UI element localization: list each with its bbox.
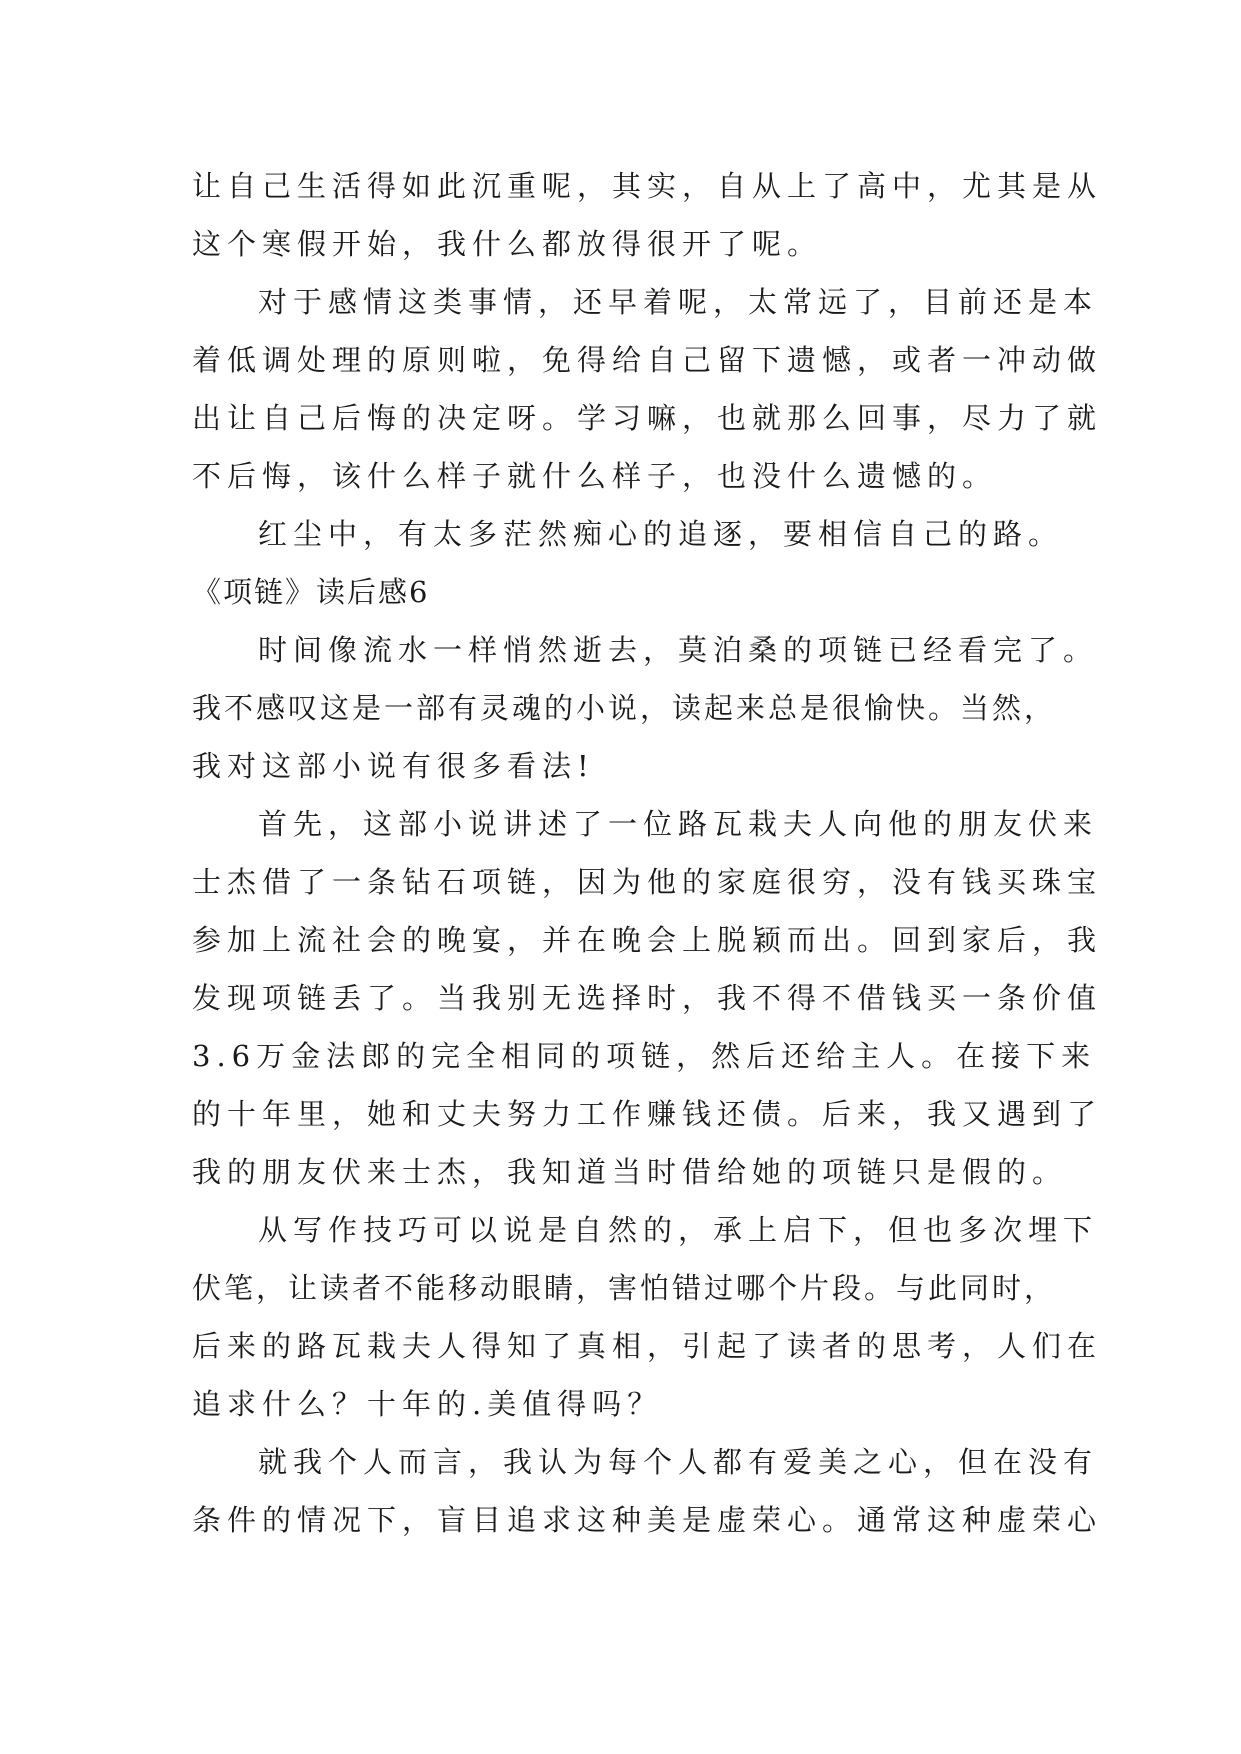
text-line: 我的朋友伏来士杰，我知道当时借给她的项链只是假的。 <box>192 1155 1068 1189</box>
text-line: 士杰借了一条钻石项链，因为他的家庭很穷，没有钱买珠宝 <box>192 865 1103 899</box>
paragraph-first-line: 红尘中，有太多茫然痴心的追逐，要相信自己的路。 <box>258 517 1064 551</box>
text-line: 追求什么？十年的.美值得吗？ <box>192 1387 663 1421</box>
text-line: 我对这部小说有很多看法! <box>192 749 595 783</box>
text-line: 后来的路瓦栽夫人得知了真相，引起了读者的思考，人们在 <box>192 1329 1103 1363</box>
text-line: 条件的情况下，盲目追求这种美是虚荣心。通常这种虚荣心 <box>192 1503 1103 1537</box>
text-line: 出让自己后悔的决定呀。学习嘛，也就那么回事，尽力了就 <box>192 401 1103 435</box>
text-line: 发现项链丢了。当我别无选择时，我不得不借钱买一条价值 <box>192 981 1103 1015</box>
text-line: 让自己生活得如此沉重呢，其实，自从上了高中，尤其是从 <box>192 169 1103 203</box>
paragraph-first-line: 对于感情这类事情，还早着呢，太常远了，目前还是本 <box>258 285 1099 319</box>
text-line: 3.6万金法郎的完全相同的项链，然后还给主人。在接下来 <box>192 1039 1097 1073</box>
paragraph-first-line: 从写作技巧可以说是自然的，承上启下，但也多次埋下 <box>258 1213 1099 1247</box>
paragraph-first-line: 就我个人而言，我认为每个人都有爱美之心，但在没有 <box>258 1445 1099 1479</box>
text-line: 这个寒假开始，我什么都放得很开了呢。 <box>192 227 823 261</box>
text-line: 参加上流社会的晚宴，并在晚会上脱颖而出。回到家后，我 <box>192 923 1103 957</box>
section-heading: 《项链》读后感6 <box>192 575 430 609</box>
text-line: 的十年里，她和丈夫努力工作赚钱还债。后来，我又遇到了 <box>192 1097 1103 1131</box>
text-line: 不后悔，该什么样子就什么样子，也没什么遗憾的。 <box>192 459 998 493</box>
text-line: 着低调处理的原则啦，免得给自己留下遗憾，或者一冲动做 <box>192 343 1103 377</box>
text-line: 我不感叹这是一部有灵魂的小说，读起来总是很愉快。当然， <box>192 691 1057 725</box>
text-line: 伏笔，让读者不能移动眼睛，害怕错过哪个片段。与此同时， <box>192 1271 1057 1305</box>
paragraph-first-line: 首先，这部小说讲述了一位路瓦栽夫人向他的朋友伏来 <box>258 807 1099 841</box>
paragraph-first-line: 时间像流水一样悄然逝去，莫泊桑的项链已经看完了。 <box>258 633 1099 667</box>
